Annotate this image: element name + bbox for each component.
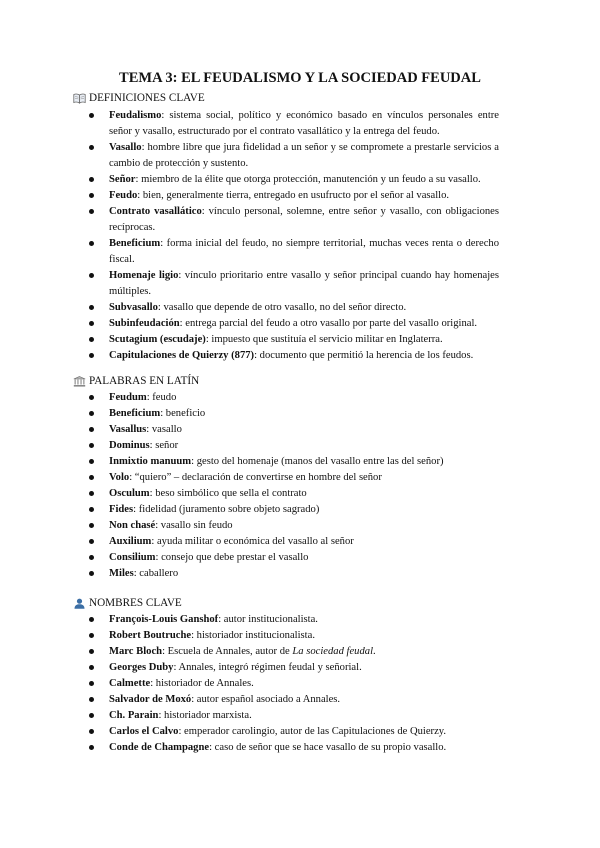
bullet (89, 555, 94, 560)
item-description: : autor institucionalista. (218, 614, 318, 625)
bullet (89, 337, 94, 342)
item-description: : vasallo (146, 424, 182, 435)
item-term: François-Louis Ganshof (109, 614, 219, 625)
item-term: Beneficium (109, 238, 161, 249)
item-term: Osculum (109, 488, 150, 499)
list-item (0, 486, 499, 502)
list-item (0, 566, 499, 582)
item-description: : “quiero” – declaración de convertirse en hombre del señor (129, 472, 382, 483)
item-term: Robert Boutruche (109, 630, 192, 641)
list-item (0, 108, 499, 140)
item-description: : beso simbólico que sella el contrato (149, 488, 307, 499)
item-term: Carlos el Calvo (109, 726, 179, 737)
item-term: Ch. Parain (109, 710, 159, 721)
bullet (89, 539, 94, 544)
bullet (89, 665, 94, 670)
item-description: : entrega parcial del feudo a otro vasallo por parte del vasallo original. (179, 318, 478, 329)
item-description: : caso de señor que se hace vasallo de su propio vasallo. (209, 742, 447, 753)
item-description: : vasallo que depende de otro vasallo, no del señor directo. (157, 302, 407, 313)
list-item (0, 708, 499, 724)
bullet (89, 427, 94, 432)
section-heading-palabras-latin (73, 375, 199, 387)
list-item (0, 502, 499, 518)
item-description: : impuesto que sustituía el servicio militar en Inglaterra. (205, 334, 443, 345)
item-term: Vasallo (109, 142, 142, 153)
item-term: Subinfeudación (109, 318, 180, 329)
item-term: Miles (109, 568, 134, 579)
item-term: Conde de Champagne (109, 742, 210, 753)
list-item (0, 268, 499, 300)
item-term: Beneficium (109, 408, 161, 419)
item-description: : vasallo sin feudo (155, 520, 233, 531)
bullet (89, 697, 94, 702)
bullet (89, 475, 94, 480)
item-description: : historiador institucionalista. (191, 630, 315, 641)
item-description: : fidelidad (juramento sobre objeto sagrado) (133, 504, 320, 515)
item-description-tail: . (373, 646, 376, 657)
list-item (0, 140, 499, 172)
section-heading-label: NOMBRES CLAVE (89, 597, 182, 609)
bullet (89, 113, 94, 118)
list-item (0, 628, 499, 644)
item-term: Non chasé (109, 520, 156, 531)
item-term: Salvador de Moxó (109, 694, 192, 705)
list-item (0, 236, 499, 268)
bullet (89, 491, 94, 496)
open-book-icon (73, 93, 86, 104)
item-description: : consejo que debe prestar el vasallo (155, 552, 309, 563)
list-item (0, 692, 499, 708)
bullet (89, 273, 94, 278)
item-description: : Escuela de Annales, autor de (162, 646, 293, 657)
item-term: Homenaje ligio (109, 270, 179, 281)
list-item (0, 422, 499, 438)
item-term: Fides (109, 504, 134, 515)
bullet (89, 729, 94, 734)
item-description: : caballero (133, 568, 179, 579)
person-silhouette-icon (73, 598, 86, 609)
list-item (0, 740, 499, 756)
latin-words-list (0, 390, 499, 582)
list-item (0, 406, 499, 422)
item-description: : vínculo prioritario entre vasallo y señor principal cuando hay homenajes múltiples. (109, 270, 499, 297)
item-term: Capitulaciones de Quierzy (877) (109, 350, 255, 361)
item-description: : beneficio (160, 408, 206, 419)
bullet (89, 745, 94, 750)
bullet (89, 617, 94, 622)
bullet (89, 459, 94, 464)
item-term: Calmette (109, 678, 151, 689)
section-heading-nombres (73, 597, 182, 609)
key-names-list (0, 612, 499, 756)
list-item (0, 300, 499, 316)
item-term: Consilium (109, 552, 156, 563)
item-term: Contrato vasallático (109, 206, 202, 217)
item-description: : gesto del homenaje (manos del vasallo entre las del señor) (191, 456, 444, 467)
section-heading-label: DEFINICIONES CLAVE (89, 92, 205, 104)
bullet (89, 193, 94, 198)
item-term: Volo (109, 472, 130, 483)
bullet (89, 305, 94, 310)
list-item (0, 188, 499, 204)
item-term: Dominus (109, 440, 150, 451)
item-description: : autor español asociado a Annales. (191, 694, 341, 705)
item-description: : bien, generalmente tierra, entregado en usufructo por el señor al vasallo. (137, 190, 450, 201)
bullet (89, 713, 94, 718)
section-heading-definiciones (73, 92, 205, 104)
item-term: Feudum (109, 392, 147, 403)
bullet (89, 209, 94, 214)
classical-building-icon (73, 376, 86, 387)
list-item (0, 438, 499, 454)
item-term: Inmixtio manuum (109, 456, 192, 467)
item-description: : miembro de la élite que otorga protección, manutención y un feudo a su vasallo. (135, 174, 481, 185)
item-term: Vasallus (109, 424, 147, 435)
item-description: : vínculo personal, solemne, entre señor y vasallo, con obligaciones recíprocas. (109, 206, 499, 233)
list-item (0, 172, 499, 188)
item-term: Feudo (109, 190, 138, 201)
bullet (89, 145, 94, 150)
bullet (89, 411, 94, 416)
list-item (0, 644, 499, 660)
list-item (0, 534, 499, 550)
item-description: : ayuda militar o económica del vasallo al señor (151, 536, 354, 547)
item-term: Auxilium (109, 536, 152, 547)
item-description: : documento que permitió la herencia de los feudos. (254, 350, 474, 361)
list-item (0, 470, 499, 486)
list-item (0, 660, 499, 676)
list-item (0, 518, 499, 534)
item-term: Señor (109, 174, 136, 185)
page-title: TEMA 3: EL FEUDALISMO Y LA SOCIEDAD FEUDAL (119, 70, 481, 86)
item-term: Marc Bloch (109, 646, 163, 657)
item-term: Scutagium (escudaje) (109, 334, 206, 345)
list-item (0, 724, 499, 740)
bullet (89, 241, 94, 246)
list-item (0, 204, 499, 236)
list-item (0, 316, 499, 332)
item-description: : feudo (146, 392, 177, 403)
bullet (89, 177, 94, 182)
bullet (89, 649, 94, 654)
item-description: : historiador marxista. (158, 710, 252, 721)
list-item (0, 390, 499, 406)
item-description: : historiador de Annales. (150, 678, 254, 689)
bullet (89, 523, 94, 528)
section-heading-label: PALABRAS EN LATÍN (89, 375, 200, 387)
item-description: : señor (149, 440, 179, 451)
item-term: Subvasallo (109, 302, 158, 313)
book-title: La sociedad feudal (292, 646, 374, 657)
item-description: : hombre libre que jura fidelidad a un señor y se compromete a prestarle servicios a cambio de protección y sustento. (109, 142, 499, 169)
list-item (0, 676, 499, 692)
item-description: : forma inicial del feudo, no siempre territorial, muchas veces renta o derecho fiscal. (109, 238, 499, 265)
list-item (0, 348, 499, 364)
list-item (0, 550, 499, 566)
list-item (0, 454, 499, 470)
list-item (0, 612, 499, 628)
bullet (89, 321, 94, 326)
bullet (89, 681, 94, 686)
list-item (0, 332, 499, 348)
bullet (89, 395, 94, 400)
bullet (89, 507, 94, 512)
bullet (89, 443, 94, 448)
item-description: : emperador carolingio, autor de las Capitulaciones de Quierzy. (178, 726, 447, 737)
item-term: Georges Duby (109, 662, 174, 673)
bullet (89, 353, 94, 358)
bullet (89, 571, 94, 576)
item-description: : sistema social, político y económico basado en vínculos personales entre señor y vasallo, estructurado por el contrato vasallático y la entrega del feudo. (109, 110, 499, 137)
item-term: Feudalismo (109, 110, 162, 121)
item-description: : Annales, integró régimen feudal y señorial. (173, 662, 362, 673)
bullet (89, 633, 94, 638)
definitions-list (0, 108, 499, 364)
